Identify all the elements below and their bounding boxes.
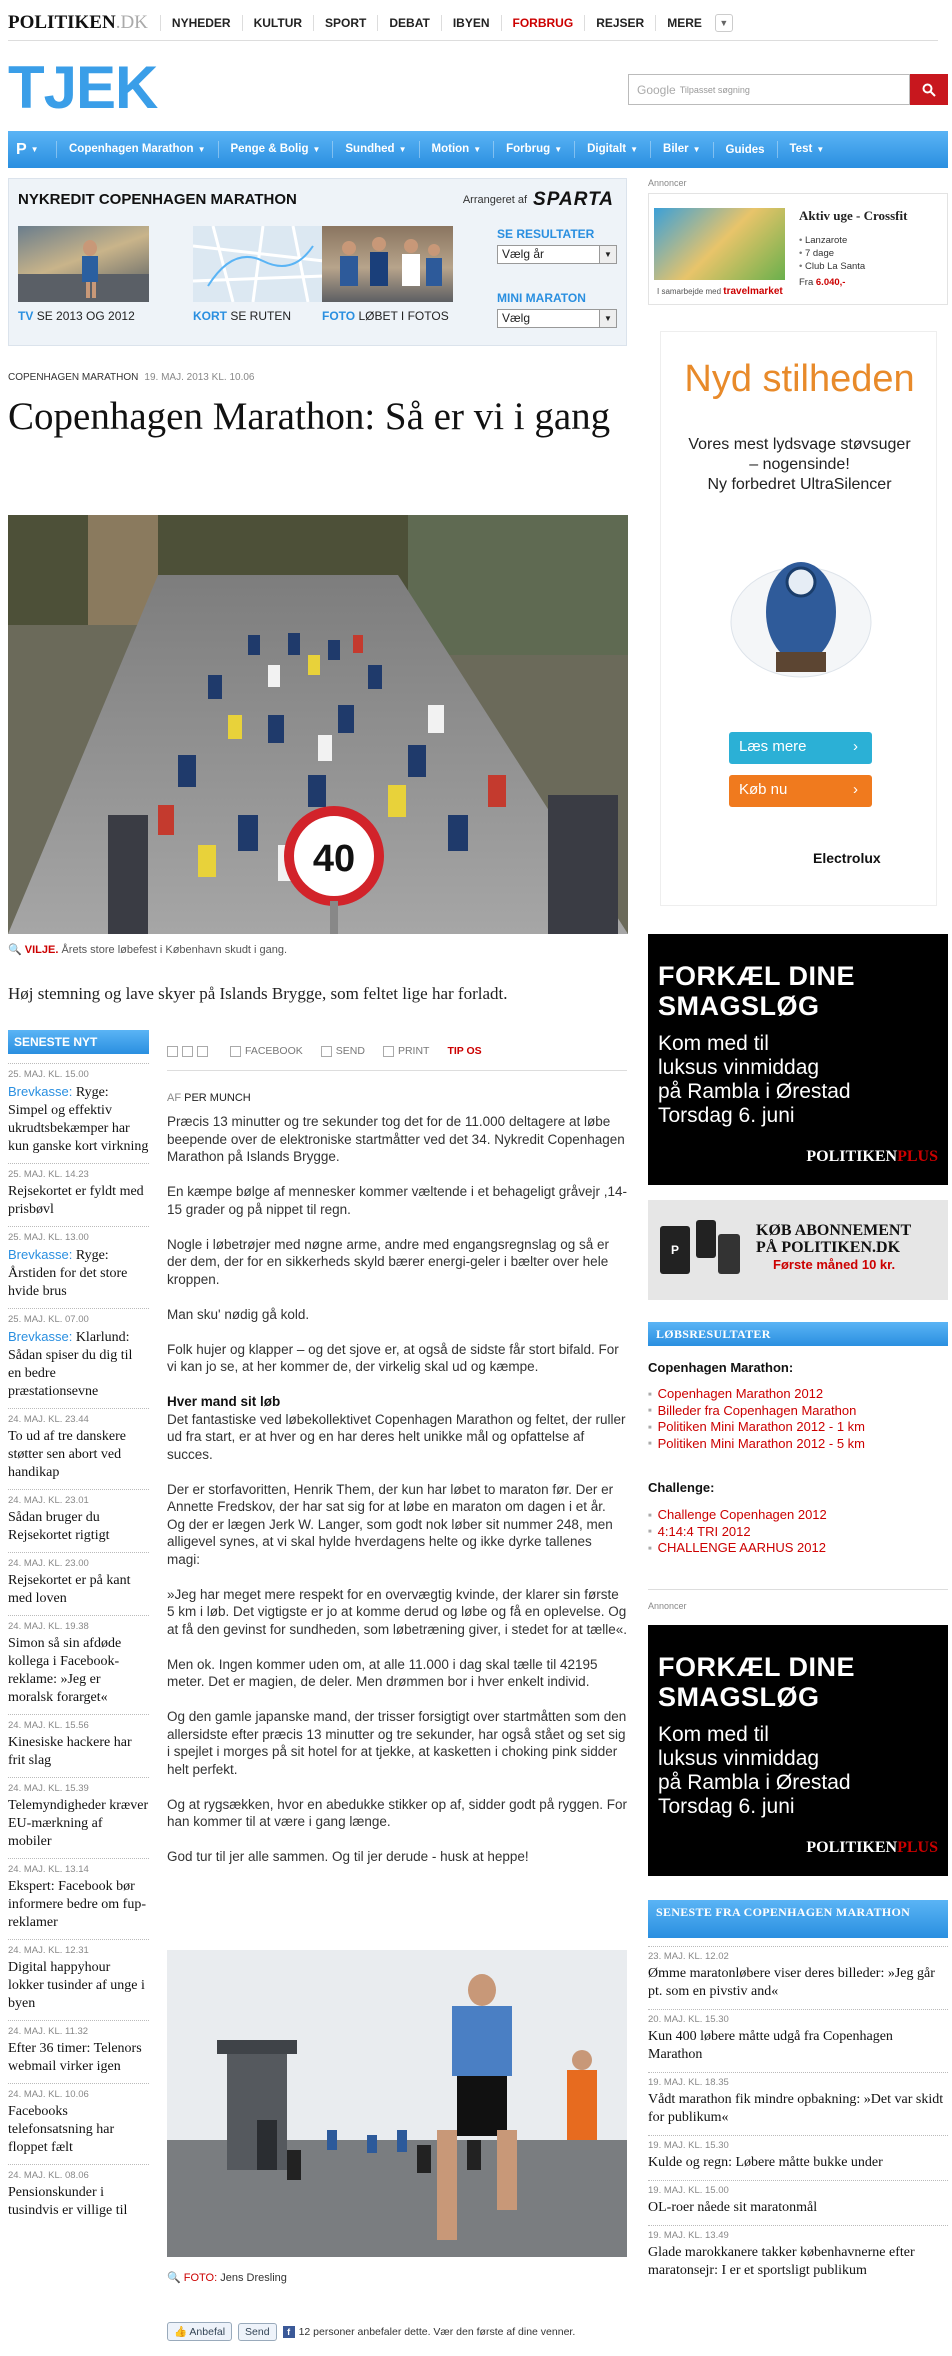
latest-news-sidebar — [8, 1030, 149, 2227]
subscription-title: KØB ABONNEMENT PÅ POLITIKEN.DK — [756, 1222, 912, 1256]
list-item[interactable]: 24. MAJ. KL. 10.06 Facebooks telefonsatsning har floppet fælt — [8, 2083, 149, 2164]
divider — [648, 1589, 948, 1590]
list-item[interactable]: 24. MAJ. KL. 15.56 Kinesiske hackere har frit slag — [8, 1714, 149, 1777]
cm-results-list — [648, 1386, 865, 1452]
nav-motion[interactable]: Motion ▼ — [419, 141, 494, 158]
logo-main: POLITIKEN — [8, 12, 116, 33]
politiken-plus-ad[interactable]: FORKÆL DINE SMAGSLØG Kom med til luksus vinmiddag på Rambla i Ørestad Torsdag 6. juni POLITIKENPLUS — [648, 934, 948, 1185]
travelmarket-ad[interactable] — [648, 193, 948, 305]
challenge-results-list — [648, 1507, 827, 1557]
divider — [8, 40, 938, 41]
marathon-panel — [8, 178, 627, 346]
chevron-down-icon: ▼ — [554, 145, 563, 154]
tip-os-button[interactable]: TIP OS — [447, 1045, 482, 1057]
challenge-heading: Challenge: — [648, 1480, 715, 1495]
social-share-bar — [167, 2322, 575, 2341]
article-meta — [8, 372, 254, 383]
tv-thumbnail[interactable] — [18, 226, 149, 302]
top-nav-links — [160, 14, 733, 32]
print-icon — [383, 1046, 394, 1057]
list-item[interactable]: 24. MAJ. KL. 12.31 Digital happyhour lokker tusinder af unge i byen — [8, 1939, 149, 2020]
politiken-plus-ad[interactable]: FORKÆL DINE SMAGSLØG Kom med til luksus vinmiddag på Rambla i Ørestad Torsdag 6. juni POLITIKENPLUS — [648, 1625, 948, 1876]
mail-icon — [321, 1046, 332, 1057]
nav-penge-bolig[interactable]: Penge & Bolig ▼ — [218, 141, 333, 158]
buy-now-button[interactable]: Køb nu › — [729, 775, 872, 807]
search-button[interactable] — [910, 74, 948, 105]
result-link[interactable]: ■ Politiken Mini Marathon 2012 - 5 km — [648, 1436, 865, 1453]
search-placeholder: Tilpasset søgning — [679, 84, 750, 95]
image-caption: 🔍 VILJE. Årets store løbefest i København skudt i gang. — [8, 944, 288, 956]
zoom-icon[interactable]: 🔍 — [8, 944, 22, 956]
subscription-ad[interactable] — [648, 1200, 948, 1300]
list-item[interactable]: 24. MAJ. KL. 08.06 Pensionskunder i tusindvis er villige til — [8, 2164, 149, 2227]
ad-price: Fra 6.040,- — [799, 277, 846, 288]
chevron-down-icon: ▼ — [30, 145, 39, 154]
electrolux-logo: Electrolux — [813, 850, 881, 866]
list-item[interactable]: 25. MAJ. KL. 14.23 Rejsekortet er fyldt med prisbøvl — [8, 1163, 149, 1226]
crossfit-ad-image — [654, 208, 785, 280]
list-item[interactable]: 19. MAJ. KL. 13.49 Glade marokkanere takker københavnerne efter maratonsejr: I er et sportsligt publikum — [648, 2225, 948, 2288]
list-item[interactable]: 19. MAJ. KL. 15.30 Kulde og regn: Løbere måtte bukke under — [648, 2135, 948, 2180]
runners-photo — [322, 226, 453, 302]
list-item[interactable]: 24. MAJ. KL. 13.14 Ekspert: Facebook bør informere bedre om fup-reklamer — [8, 1858, 149, 1939]
chevron-down-icon: ▼ — [816, 145, 825, 154]
results-year-select[interactable]: Vælg år ▼ — [497, 245, 617, 264]
byline: AF PER MUNCH — [167, 1092, 251, 1104]
politiken-logo[interactable] — [8, 12, 148, 34]
list-item[interactable]: 24. MAJ. KL. 23.44 To ud af tre danskere støtter sen abort ved handikap — [8, 1408, 149, 1489]
article-date: 19. MAJ. 2013 KL. 10.06 — [144, 372, 255, 383]
top-nav-rejser[interactable]: REJSER — [584, 15, 655, 31]
photo-credit: 🔍 FOTO: Jens Dresling — [167, 2272, 287, 2284]
google-logo: Google — [637, 82, 676, 97]
result-link[interactable]: ■ Politiken Mini Marathon 2012 - 1 km — [648, 1419, 865, 1436]
top-nav-debat[interactable]: DEBAT — [377, 15, 440, 31]
like-count-text: 12 personer anbefaler dette. Vær den første af dine venner. — [298, 2325, 576, 2338]
ads-label: Annoncer — [648, 1601, 687, 1611]
list-item[interactable]: 24. MAJ. KL. 11.32 Efter 36 timer: Telenors webmail virker igen — [8, 2020, 149, 2083]
list-item[interactable]: 25. MAJ. KL. 15.00 Brevkasse: Ryge: Simpel og effektiv ukrudtsbekæmper har kun ganske kort virkning — [8, 1063, 149, 1163]
divider — [167, 1070, 627, 1071]
list-item[interactable]: 20. MAJ. KL. 15.30 Kun 400 løbere måtte udgå fra Copenhagen Marathon — [648, 2009, 948, 2072]
nav-digitalt[interactable]: Digitalt ▼ — [574, 141, 650, 158]
facebook-share-button[interactable]: FACEBOOK — [230, 1045, 303, 1057]
list-item[interactable]: 24. MAJ. KL. 15.39 Telemyndigheder kræver EU-mærkning af mobiler — [8, 1777, 149, 1858]
logo-dk: .DK — [115, 12, 148, 33]
p-logo: P — [16, 140, 27, 158]
main-article-image[interactable] — [8, 515, 628, 934]
sparta-logo[interactable]: SPARTA — [533, 189, 614, 210]
kort-link[interactable]: KORT SE RUTEN — [193, 309, 292, 323]
list-item[interactable]: 23. MAJ. KL. 12.02 Ømme maratonløbere viser deres billeder: »Jeg går pt. som en pivstiv and« — [648, 1946, 948, 2009]
politiken-plus-logo: POLITIKENPLUS — [806, 1839, 938, 1856]
svg-text:40: 40 — [312, 838, 356, 880]
ad-details: • Lanzarote • 7 dage • Club La Santa — [799, 234, 865, 273]
devices-icon — [658, 1218, 744, 1282]
nav-sundhed[interactable]: Sundhed ▼ — [332, 141, 418, 158]
marathon-news-list — [648, 1946, 948, 2288]
mini-marathon-select[interactable]: Vælg ▼ — [497, 309, 617, 328]
nav-forbrug[interactable]: Forbrug ▼ — [493, 141, 574, 158]
ad-headline: Nyd stilheden — [684, 358, 915, 400]
subheading: Hver mand sit løb — [167, 1394, 281, 1409]
politiken-p-menu[interactable] — [16, 137, 48, 163]
result-link[interactable]: ■ CHALLENGE AARHUS 2012 — [648, 1540, 827, 1557]
result-link[interactable]: ■ Challenge Copenhagen 2012 — [648, 1507, 827, 1524]
list-item[interactable]: 19. MAJ. KL. 15.00 OL-roer nåede sit maratonmål — [648, 2180, 948, 2225]
list-item[interactable]: 24. MAJ. KL. 19.38 Simon så sin afdøde kollega i Facebook-reklame: »Jeg er moralsk forarget« — [8, 1615, 149, 1714]
results-heading: SE RESULTATER — [497, 227, 595, 241]
top-nav-sport[interactable]: SPORT — [313, 15, 377, 31]
like-button[interactable]: 👍 Anbefal — [167, 2322, 232, 2341]
top-nav-mere[interactable]: MERE — [655, 15, 713, 31]
send-button[interactable]: SEND — [321, 1045, 365, 1057]
electrolux-ad[interactable] — [660, 331, 937, 906]
marathon-start-photo — [8, 515, 628, 934]
chevron-down-icon: ▼ — [312, 145, 321, 154]
sponsor: Arrangeret af SPARTA — [462, 189, 614, 210]
result-link[interactable]: ■ Copenhagen Marathon 2012 — [648, 1386, 865, 1403]
results-header: LØBSRESULTATER — [648, 1322, 948, 1346]
politiken-plus-logo: POLITIKENPLUS — [806, 1148, 938, 1165]
mini-marathon-heading: MINI MARATON — [497, 291, 586, 305]
search-input[interactable] — [628, 74, 910, 105]
top-nav-ibyen[interactable]: IBYEN — [441, 15, 501, 31]
svg-text:P: P — [670, 1243, 680, 1257]
top-nav-nyheder[interactable]: NYHEDER — [160, 15, 242, 31]
result-link[interactable]: ■ 4:14:4 TRI 2012 — [648, 1524, 827, 1541]
ad-title: Aktiv uge - Crossfit — [799, 208, 908, 223]
print-button[interactable]: PRINT — [383, 1045, 430, 1057]
search-icon — [922, 83, 936, 97]
tv-link[interactable]: TV SE 2013 OG 2012 — [18, 309, 135, 323]
chevron-down-icon: ▼ — [473, 145, 482, 154]
subscription-offer: Første måned 10 kr. — [773, 1257, 896, 1272]
facebook-icon — [230, 1046, 241, 1057]
search-form — [628, 74, 948, 105]
tjek-logo[interactable]: TJEK — [8, 54, 158, 121]
map-thumbnail[interactable] — [193, 226, 324, 302]
marathon-title: NYKREDIT COPENHAGEN MARATHON — [18, 191, 297, 208]
nav-copenhagen-marathon[interactable]: Copenhagen Marathon ▼ — [56, 141, 218, 158]
article-lead: Høj stemning og lave skyer på Islands Brygge, som feltet lige har forladt. — [8, 984, 508, 1003]
chevron-down-icon: ▼ — [630, 145, 639, 154]
list-item[interactable]: 25. MAJ. KL. 13.00 Brevkasse: Ryge: Årstiden for det store hvide brus — [8, 1226, 149, 1308]
list-item[interactable]: 19. MAJ. KL. 18.35 Vådt marathon fik mindre opbakning: »Det var skidt for publikum« — [648, 2072, 948, 2135]
runner-image — [18, 226, 149, 302]
top-nav-forbrug[interactable]: FORBRUG — [501, 15, 585, 31]
nav-guides[interactable]: Guides — [713, 142, 777, 158]
chevron-down-icon[interactable]: ▼ — [715, 14, 733, 32]
article-image-2[interactable] — [167, 1950, 627, 2257]
list-item[interactable]: 25. MAJ. KL. 07.00 Brevkasse: Klarlund: Sådan spiser du dig til en bedre præstationsevne — [8, 1308, 149, 1408]
vacuum-cleaner-image — [721, 502, 881, 702]
top-navigation — [8, 9, 938, 37]
font-size-controls[interactable] — [167, 1046, 212, 1057]
section-navigation — [8, 131, 948, 168]
chevron-down-icon: ▼ — [398, 145, 407, 154]
route-map-image — [193, 226, 324, 302]
runners-photo-2 — [167, 1950, 627, 2257]
read-more-button[interactable]: Læs mere › — [729, 732, 872, 764]
chevron-down-icon: ▼ — [197, 145, 206, 154]
top-nav-kultur[interactable]: KULTUR — [242, 15, 313, 31]
nav-biler[interactable]: Biler ▼ — [650, 141, 713, 158]
chevron-down-icon: ▼ — [692, 145, 701, 154]
list-item[interactable]: 24. MAJ. KL. 23.01 Sådan bruger du Rejsekortet rigtigt — [8, 1489, 149, 1552]
nav-test[interactable]: Test ▼ — [777, 141, 837, 158]
cm-results-heading: Copenhagen Marathon: — [648, 1360, 794, 1375]
foto-link[interactable]: FOTO LØBET I FOTOS — [322, 309, 449, 323]
author-link[interactable]: PER MUNCH — [184, 1092, 251, 1104]
ad-subtext: Vores mest lydsvage støvsuger – nogensinde! Ny forbedret UltraSilencer — [688, 436, 911, 493]
section-link[interactable]: COPENHAGEN MARATHON — [8, 372, 139, 383]
foto-thumbnail[interactable] — [322, 226, 453, 302]
result-link[interactable]: ■ Billeder fra Copenhagen Marathon — [648, 1403, 865, 1420]
marathon-news-header: SENESTE FRA COPENHAGEN MARATHON — [648, 1900, 948, 1938]
article-body: Præcis 13 minutter og tre sekunder tog det for de 11.000 deltagere at løbe beepende over de elektroniske startmåtter ved det 34. Nykredit Copenhagen Marathon på Islands Brygge. En kæmpe bølge af mennesker kommer væltende i et behageligt gråvejr ,14-15 grader og på nippet til regn. Nogle i løbetrøjer med nøgne arme, andre med engangsregnslag og så er der dem, der for en sikkerheds skyld bærer energi-geler i bælter over hele kroppen. Man sku' nødig gå kold. Folk hujer og klapper – og det sjove er, at også de sidste får stort bifald. For vi kan jo se, at her kommer de, der virkelig skal ud og kæmpe. Hver mand sit løb Det fantastiske ved løbekollektivet Copenhagen Marathon og feltet, der ruller ud fra start, er at hver og en har deres helt unikke mål og opfattelse af succes. Der er storfavoritten, Henrik Them, der kun har løbet to maraton før. Der er Annette Fredskov, der har sat sig for at løbe en maraton om dagen i et år. Og der er lægen Jerk W. Langer, som godt nok løber sit nummer 248, men alligevel synes, at vi skal hylde hverdagens helte og ikke dyrke tallenes magi: »Jeg har meget mere respekt for en overvægtig kvinde, der klarer sin første 5 km i løb. Det vigtigste er jo at komme derud og løbe og få en oplevelse. Og at få den gevinst for sundheden, som løbetræning giver, i stedet for at tælle«. Men ok. Ingen kommer uden om, at alle 11.000 i dag skal tælle til 42195 meter. Det er magien, de deler. Men drømmen bor i hver enkelt individ. Og den gamle japanske mand, der trisser forsigtigt over startmåtten som den allersidste efter præcis 13 minutter og tre sekunder, har også stået og set sig i spejlet i morges på sit hotel for at tjekke, at kasketten i choking pink sidder helt perfekt. Og at rygsækken, hvor en abedukke stikker op af, sidder godt på ryggen. For han kommer til at være i gang længe. God tur til jer alle sammen. Og til jer derude - husk at heppe! — [167, 1114, 628, 1864]
ads-label: Annoncer — [648, 178, 687, 188]
zoom-icon[interactable]: 🔍 — [167, 2272, 181, 2284]
page-title: Copenhagen Marathon: Så er vi i gang — [8, 395, 611, 438]
ad-partner: I samarbejde med travelmarket — [657, 286, 783, 297]
list-item[interactable]: 24. MAJ. KL. 23.00 Rejsekortet er på kant med loven — [8, 1552, 149, 1615]
travelmarket-logo: travelmarket — [723, 286, 783, 297]
latest-news-header: SENESTE NYT — [8, 1030, 149, 1054]
fb-send-button[interactable]: Send — [238, 2323, 277, 2341]
facebook-icon: f — [283, 2326, 295, 2338]
article-toolbar — [167, 1042, 627, 1060]
